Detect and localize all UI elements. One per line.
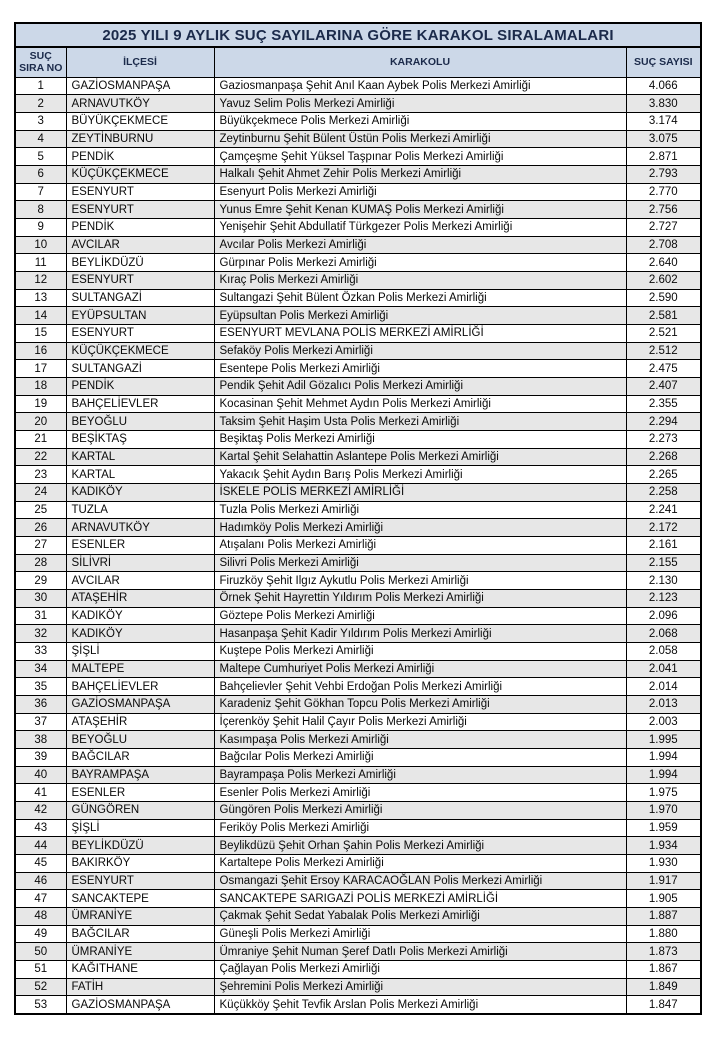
table-row bbox=[15, 943, 701, 961]
station-cell: Feriköy Polis Merkezi Amirliği bbox=[214, 819, 626, 837]
station-cell: Kocasinan Şehit Mehmet Aydın Polis Merkezi Amirliği bbox=[214, 395, 626, 413]
table-row bbox=[15, 925, 701, 943]
rank-cell: 27 bbox=[15, 536, 66, 554]
table-row bbox=[15, 254, 701, 272]
rank-cell: 21 bbox=[15, 430, 66, 448]
station-cell: Yakacık Şehit Aydın Barış Polis Merkezi Amirliği bbox=[214, 466, 626, 484]
table-row bbox=[15, 837, 701, 855]
district-cell: PENDİK bbox=[66, 148, 214, 166]
rank-cell: 18 bbox=[15, 377, 66, 395]
district-cell: PENDİK bbox=[66, 218, 214, 236]
station-cell: Avcılar Polis Merkezi Amirliği bbox=[214, 236, 626, 254]
rank-cell: 51 bbox=[15, 961, 66, 979]
district-cell: BAYRAMPAŞA bbox=[66, 766, 214, 784]
rank-cell: 29 bbox=[15, 572, 66, 590]
table-row bbox=[15, 996, 701, 1014]
count-cell: 2.096 bbox=[626, 607, 701, 625]
station-cell: Yunus Emre Şehit Kenan KUMAŞ Polis Merkezi Amirliği bbox=[214, 201, 626, 219]
station-cell: Çamçeşme Şehit Yüksel Taşpınar Polis Merkezi Amirliği bbox=[214, 148, 626, 166]
count-cell: 1.905 bbox=[626, 890, 701, 908]
count-cell: 2.273 bbox=[626, 430, 701, 448]
rank-cell: 19 bbox=[15, 395, 66, 413]
rank-cell: 40 bbox=[15, 766, 66, 784]
station-cell: Esentepe Polis Merkezi Amirliği bbox=[214, 360, 626, 378]
rank-cell: 46 bbox=[15, 872, 66, 890]
station-cell: Kuştepe Polis Merkezi Amirliği bbox=[214, 643, 626, 661]
station-cell: Bayrampaşa Polis Merkezi Amirliği bbox=[214, 766, 626, 784]
title-row bbox=[15, 23, 701, 47]
station-cell: Atışalanı Polis Merkezi Amirliği bbox=[214, 536, 626, 554]
rank-cell: 42 bbox=[15, 802, 66, 820]
table-row bbox=[15, 749, 701, 767]
count-cell: 1.995 bbox=[626, 731, 701, 749]
count-cell: 1.930 bbox=[626, 855, 701, 873]
district-cell: ESENLER bbox=[66, 536, 214, 554]
station-cell: Kasımpaşa Polis Merkezi Amirliği bbox=[214, 731, 626, 749]
rank-cell: 43 bbox=[15, 819, 66, 837]
table-row bbox=[15, 342, 701, 360]
count-cell: 2.268 bbox=[626, 448, 701, 466]
district-cell: TUZLA bbox=[66, 501, 214, 519]
column-header-row bbox=[15, 47, 701, 77]
count-cell: 1.959 bbox=[626, 819, 701, 837]
rank-cell: 35 bbox=[15, 678, 66, 696]
crime-ranking-table bbox=[14, 22, 702, 1015]
count-cell: 2.355 bbox=[626, 395, 701, 413]
station-cell: Taksim Şehit Haşim Usta Polis Merkezi Amirliği bbox=[214, 413, 626, 431]
station-cell: Çağlayan Polis Merkezi Amirliği bbox=[214, 961, 626, 979]
rank-cell: 32 bbox=[15, 625, 66, 643]
table-row bbox=[15, 536, 701, 554]
station-cell: Halkalı Şehit Ahmet Zehir Polis Merkezi Amirliği bbox=[214, 165, 626, 183]
table-row bbox=[15, 201, 701, 219]
rank-cell: 8 bbox=[15, 201, 66, 219]
station-cell: Ümraniye Şehit Numan Şeref Datlı Polis Merkezi Amirliği bbox=[214, 943, 626, 961]
rank-cell: 37 bbox=[15, 713, 66, 731]
table-row bbox=[15, 112, 701, 130]
rank-cell: 1 bbox=[15, 77, 66, 95]
table-row bbox=[15, 430, 701, 448]
rank-cell: 25 bbox=[15, 501, 66, 519]
station-cell: Hadımköy Polis Merkezi Amirliği bbox=[214, 519, 626, 537]
table-row bbox=[15, 784, 701, 802]
district-cell: GAZİOSMANPAŞA bbox=[66, 696, 214, 714]
rank-cell: 38 bbox=[15, 731, 66, 749]
count-cell: 2.123 bbox=[626, 589, 701, 607]
station-cell: Yavuz Selim Polis Merkezi Amirliği bbox=[214, 95, 626, 113]
district-cell: KADIKÖY bbox=[66, 625, 214, 643]
station-cell: Şehremini Polis Merkezi Amirliği bbox=[214, 978, 626, 996]
district-cell: BEYLİKDÜZÜ bbox=[66, 837, 214, 855]
station-cell: Güneşli Polis Merkezi Amirliği bbox=[214, 925, 626, 943]
district-cell: KADIKÖY bbox=[66, 483, 214, 501]
count-cell: 1.880 bbox=[626, 925, 701, 943]
table-row bbox=[15, 625, 701, 643]
rank-cell: 44 bbox=[15, 837, 66, 855]
count-cell: 2.014 bbox=[626, 678, 701, 696]
rank-cell: 14 bbox=[15, 307, 66, 325]
district-cell: ÜMRANİYE bbox=[66, 943, 214, 961]
count-cell: 1.934 bbox=[626, 837, 701, 855]
district-cell: EYÜPSULTAN bbox=[66, 307, 214, 325]
district-cell: ŞİŞLİ bbox=[66, 819, 214, 837]
count-cell: 2.708 bbox=[626, 236, 701, 254]
rank-cell: 13 bbox=[15, 289, 66, 307]
rank-cell: 36 bbox=[15, 696, 66, 714]
count-cell: 2.407 bbox=[626, 377, 701, 395]
table-row bbox=[15, 890, 701, 908]
table-row bbox=[15, 978, 701, 996]
station-cell: Esenler Polis Merkezi Amirliği bbox=[214, 784, 626, 802]
count-cell: 2.521 bbox=[626, 324, 701, 342]
station-cell: Bağcılar Polis Merkezi Amirliği bbox=[214, 749, 626, 767]
rank-cell: 31 bbox=[15, 607, 66, 625]
rank-cell: 34 bbox=[15, 660, 66, 678]
district-cell: ARNAVUTKÖY bbox=[66, 95, 214, 113]
count-cell: 2.003 bbox=[626, 713, 701, 731]
table-row bbox=[15, 519, 701, 537]
district-cell: ESENYURT bbox=[66, 872, 214, 890]
table-row bbox=[15, 483, 701, 501]
district-cell: ESENLER bbox=[66, 784, 214, 802]
station-cell: Göztepe Polis Merkezi Amirliği bbox=[214, 607, 626, 625]
rank-cell: 47 bbox=[15, 890, 66, 908]
count-cell: 2.581 bbox=[626, 307, 701, 325]
table-body bbox=[15, 77, 701, 1014]
rank-cell: 15 bbox=[15, 324, 66, 342]
table-row bbox=[15, 908, 701, 926]
district-cell: BAHÇELİEVLER bbox=[66, 678, 214, 696]
table-row bbox=[15, 678, 701, 696]
count-cell: 2.756 bbox=[626, 201, 701, 219]
rank-cell: 45 bbox=[15, 855, 66, 873]
district-cell: ATAŞEHİR bbox=[66, 713, 214, 731]
count-cell: 2.068 bbox=[626, 625, 701, 643]
table-row bbox=[15, 607, 701, 625]
table-row bbox=[15, 183, 701, 201]
table-row bbox=[15, 731, 701, 749]
district-cell: SANCAKTEPE bbox=[66, 890, 214, 908]
count-cell: 2.727 bbox=[626, 218, 701, 236]
station-cell: Osmangazi Şehit Ersoy KARACAOĞLAN Polis Merkezi Amirliği bbox=[214, 872, 626, 890]
station-cell: İçerenköy Şehit Halil Çayır Polis Merkezi Amirliği bbox=[214, 713, 626, 731]
district-cell: BAKIRKÖY bbox=[66, 855, 214, 873]
table-row bbox=[15, 271, 701, 289]
table-row bbox=[15, 95, 701, 113]
count-cell: 1.847 bbox=[626, 996, 701, 1014]
count-cell: 1.994 bbox=[626, 766, 701, 784]
table-row bbox=[15, 589, 701, 607]
rank-cell: 20 bbox=[15, 413, 66, 431]
station-cell: ESENYURT MEVLANA POLİS MERKEZİ AMİRLİĞİ bbox=[214, 324, 626, 342]
table-row bbox=[15, 554, 701, 572]
rank-cell: 28 bbox=[15, 554, 66, 572]
station-cell: Örnek Şehit Hayrettin Yıldırım Polis Merkezi Amirliği bbox=[214, 589, 626, 607]
district-cell: KAĞITHANE bbox=[66, 961, 214, 979]
station-cell: Gürpınar Polis Merkezi Amirliği bbox=[214, 254, 626, 272]
count-cell: 1.917 bbox=[626, 872, 701, 890]
count-cell: 3.830 bbox=[626, 95, 701, 113]
district-cell: SULTANGAZİ bbox=[66, 360, 214, 378]
count-cell: 3.174 bbox=[626, 112, 701, 130]
rank-cell: 4 bbox=[15, 130, 66, 148]
rank-cell: 17 bbox=[15, 360, 66, 378]
district-cell: ESENYURT bbox=[66, 324, 214, 342]
rank-cell: 22 bbox=[15, 448, 66, 466]
station-cell: Esenyurt Polis Merkezi Amirliği bbox=[214, 183, 626, 201]
count-cell: 2.871 bbox=[626, 148, 701, 166]
count-cell: 2.475 bbox=[626, 360, 701, 378]
rank-cell: 3 bbox=[15, 112, 66, 130]
column-header-district: İLÇESİ bbox=[66, 47, 214, 77]
rank-cell: 53 bbox=[15, 996, 66, 1014]
station-cell: Büyükçekmece Polis Merkezi Amirliği bbox=[214, 112, 626, 130]
station-cell: Maltepe Cumhuriyet Polis Merkezi Amirliği bbox=[214, 660, 626, 678]
count-cell: 2.155 bbox=[626, 554, 701, 572]
column-header-count: SUÇ SAYISI bbox=[626, 47, 701, 77]
district-cell: BEYOĞLU bbox=[66, 413, 214, 431]
rank-cell: 10 bbox=[15, 236, 66, 254]
district-cell: ESENYURT bbox=[66, 183, 214, 201]
count-cell: 2.241 bbox=[626, 501, 701, 519]
count-cell: 2.640 bbox=[626, 254, 701, 272]
district-cell: KADIKÖY bbox=[66, 607, 214, 625]
station-cell: Sultangazi Şehit Bülent Özkan Polis Merkezi Amirliği bbox=[214, 289, 626, 307]
district-cell: SULTANGAZİ bbox=[66, 289, 214, 307]
rank-cell: 52 bbox=[15, 978, 66, 996]
table-row bbox=[15, 819, 701, 837]
table-row bbox=[15, 148, 701, 166]
rank-cell: 7 bbox=[15, 183, 66, 201]
count-cell: 2.590 bbox=[626, 289, 701, 307]
district-cell: GAZİOSMANPAŞA bbox=[66, 77, 214, 95]
rank-cell: 39 bbox=[15, 749, 66, 767]
rank-cell: 6 bbox=[15, 165, 66, 183]
station-cell: Güngören Polis Merkezi Amirliği bbox=[214, 802, 626, 820]
table-row bbox=[15, 872, 701, 890]
station-cell: Firuzköy Şehit Ilgız Aykutlu Polis Merkezi Amirliği bbox=[214, 572, 626, 590]
table-row bbox=[15, 713, 701, 731]
rank-cell: 9 bbox=[15, 218, 66, 236]
table-row bbox=[15, 307, 701, 325]
count-cell: 3.075 bbox=[626, 130, 701, 148]
station-cell: Eyüpsultan Polis Merkezi Amirliği bbox=[214, 307, 626, 325]
district-cell: KÜÇÜKÇEKMECE bbox=[66, 342, 214, 360]
count-cell: 2.058 bbox=[626, 643, 701, 661]
table-row bbox=[15, 324, 701, 342]
rank-cell: 12 bbox=[15, 271, 66, 289]
column-header-rank: SUÇ SIRA NO bbox=[15, 47, 66, 77]
rank-cell: 11 bbox=[15, 254, 66, 272]
district-cell: MALTEPE bbox=[66, 660, 214, 678]
station-cell: Gaziosmanpaşa Şehit Anıl Kaan Aybek Polis Merkezi Amirliği bbox=[214, 77, 626, 95]
station-cell: SANCAKTEPE SARIGAZİ POLİS MERKEZİ AMİRLİĞİ bbox=[214, 890, 626, 908]
station-cell: Tuzla Polis Merkezi Amirliği bbox=[214, 501, 626, 519]
table-row bbox=[15, 766, 701, 784]
station-cell: Küçükköy Şehit Tevfik Arslan Polis Merkezi Amirliği bbox=[214, 996, 626, 1014]
district-cell: ESENYURT bbox=[66, 201, 214, 219]
count-cell: 2.172 bbox=[626, 519, 701, 537]
table-row bbox=[15, 802, 701, 820]
station-cell: Çakmak Şehit Sedat Yabalak Polis Merkezi Amirliği bbox=[214, 908, 626, 926]
district-cell: ARNAVUTKÖY bbox=[66, 519, 214, 537]
count-cell: 1.849 bbox=[626, 978, 701, 996]
district-cell: BAĞCILAR bbox=[66, 749, 214, 767]
station-cell: Sefaköy Polis Merkezi Amirliği bbox=[214, 342, 626, 360]
district-cell: AVCILAR bbox=[66, 572, 214, 590]
count-cell: 2.130 bbox=[626, 572, 701, 590]
column-header-station: KARAKOLU bbox=[214, 47, 626, 77]
rank-cell: 24 bbox=[15, 483, 66, 501]
table-row bbox=[15, 77, 701, 95]
count-cell: 2.013 bbox=[626, 696, 701, 714]
rank-cell: 33 bbox=[15, 643, 66, 661]
station-cell: Yenişehir Şehit Abdullatif Türkgezer Polis Merkezi Amirliği bbox=[214, 218, 626, 236]
rank-cell: 16 bbox=[15, 342, 66, 360]
count-cell: 2.041 bbox=[626, 660, 701, 678]
station-cell: Silivri Polis Merkezi Amirliği bbox=[214, 554, 626, 572]
table-row bbox=[15, 572, 701, 590]
count-cell: 1.867 bbox=[626, 961, 701, 979]
table-row bbox=[15, 236, 701, 254]
table-row bbox=[15, 165, 701, 183]
rank-cell: 48 bbox=[15, 908, 66, 926]
station-cell: Kartaltepe Polis Merkezi Amirliği bbox=[214, 855, 626, 873]
station-cell: Zeytinburnu Şehit Bülent Üstün Polis Merkezi Amirliği bbox=[214, 130, 626, 148]
district-cell: KARTAL bbox=[66, 448, 214, 466]
table-row bbox=[15, 696, 701, 714]
count-cell: 1.887 bbox=[626, 908, 701, 926]
district-cell: BÜYÜKÇEKMECE bbox=[66, 112, 214, 130]
district-cell: ZEYTİNBURNU bbox=[66, 130, 214, 148]
count-cell: 2.161 bbox=[626, 536, 701, 554]
district-cell: BAĞCILAR bbox=[66, 925, 214, 943]
district-cell: GÜNGÖREN bbox=[66, 802, 214, 820]
station-cell: Hasanpaşa Şehit Kadir Yıldırım Polis Merkezi Amirliği bbox=[214, 625, 626, 643]
count-cell: 2.258 bbox=[626, 483, 701, 501]
table-row bbox=[15, 218, 701, 236]
table-row bbox=[15, 130, 701, 148]
station-cell: Kartal Şehit Selahattin Aslantepe Polis Merkezi Amirliği bbox=[214, 448, 626, 466]
table-row bbox=[15, 289, 701, 307]
table-row bbox=[15, 501, 701, 519]
station-cell: Beylikdüzü Şehit Orhan Şahin Polis Merkezi Amirliği bbox=[214, 837, 626, 855]
page-title: 2025 YILI 9 AYLIK SUÇ SAYILARINA GÖRE KARAKOL SIRALAMALARI bbox=[15, 23, 701, 47]
table-row bbox=[15, 961, 701, 979]
district-cell: AVCILAR bbox=[66, 236, 214, 254]
district-cell: FATİH bbox=[66, 978, 214, 996]
table-row bbox=[15, 466, 701, 484]
table-row bbox=[15, 643, 701, 661]
district-cell: BAHÇELİEVLER bbox=[66, 395, 214, 413]
station-cell: Beşiktaş Polis Merkezi Amirliği bbox=[214, 430, 626, 448]
count-cell: 2.512 bbox=[626, 342, 701, 360]
count-cell: 2.265 bbox=[626, 466, 701, 484]
rank-cell: 26 bbox=[15, 519, 66, 537]
count-cell: 2.770 bbox=[626, 183, 701, 201]
count-cell: 1.994 bbox=[626, 749, 701, 767]
station-cell: Bahçelievler Şehit Vehbi Erdoğan Polis Merkezi Amirliği bbox=[214, 678, 626, 696]
rank-cell: 49 bbox=[15, 925, 66, 943]
district-cell: KÜÇÜKÇEKMECE bbox=[66, 165, 214, 183]
table-row bbox=[15, 413, 701, 431]
table-row bbox=[15, 855, 701, 873]
district-cell: KARTAL bbox=[66, 466, 214, 484]
table-row bbox=[15, 448, 701, 466]
district-cell: PENDİK bbox=[66, 377, 214, 395]
rank-cell: 2 bbox=[15, 95, 66, 113]
district-cell: ATAŞEHİR bbox=[66, 589, 214, 607]
table-row bbox=[15, 377, 701, 395]
station-cell: İSKELE POLİS MERKEZİ AMİRLİĞİ bbox=[214, 483, 626, 501]
district-cell: ESENYURT bbox=[66, 271, 214, 289]
rank-cell: 23 bbox=[15, 466, 66, 484]
district-cell: ŞİŞLİ bbox=[66, 643, 214, 661]
count-cell: 2.793 bbox=[626, 165, 701, 183]
table-row bbox=[15, 360, 701, 378]
station-cell: Kıraç Polis Merkezi Amirliği bbox=[214, 271, 626, 289]
station-cell: Karadeniz Şehit Gökhan Topcu Polis Merkezi Amirliği bbox=[214, 696, 626, 714]
district-cell: GAZİOSMANPAŞA bbox=[66, 996, 214, 1014]
district-cell: BEYLİKDÜZÜ bbox=[66, 254, 214, 272]
district-cell: BEYOĞLU bbox=[66, 731, 214, 749]
rank-cell: 41 bbox=[15, 784, 66, 802]
count-cell: 4.066 bbox=[626, 77, 701, 95]
rank-cell: 5 bbox=[15, 148, 66, 166]
table-row bbox=[15, 660, 701, 678]
count-cell: 2.602 bbox=[626, 271, 701, 289]
count-cell: 1.975 bbox=[626, 784, 701, 802]
count-cell: 1.873 bbox=[626, 943, 701, 961]
district-cell: ÜMRANİYE bbox=[66, 908, 214, 926]
station-cell: Pendik Şehit Adil Gözalıcı Polis Merkezi Amirliği bbox=[214, 377, 626, 395]
district-cell: SİLİVRİ bbox=[66, 554, 214, 572]
rank-cell: 50 bbox=[15, 943, 66, 961]
count-cell: 1.970 bbox=[626, 802, 701, 820]
table-row bbox=[15, 395, 701, 413]
count-cell: 2.294 bbox=[626, 413, 701, 431]
district-cell: BEŞİKTAŞ bbox=[66, 430, 214, 448]
rank-cell: 30 bbox=[15, 589, 66, 607]
